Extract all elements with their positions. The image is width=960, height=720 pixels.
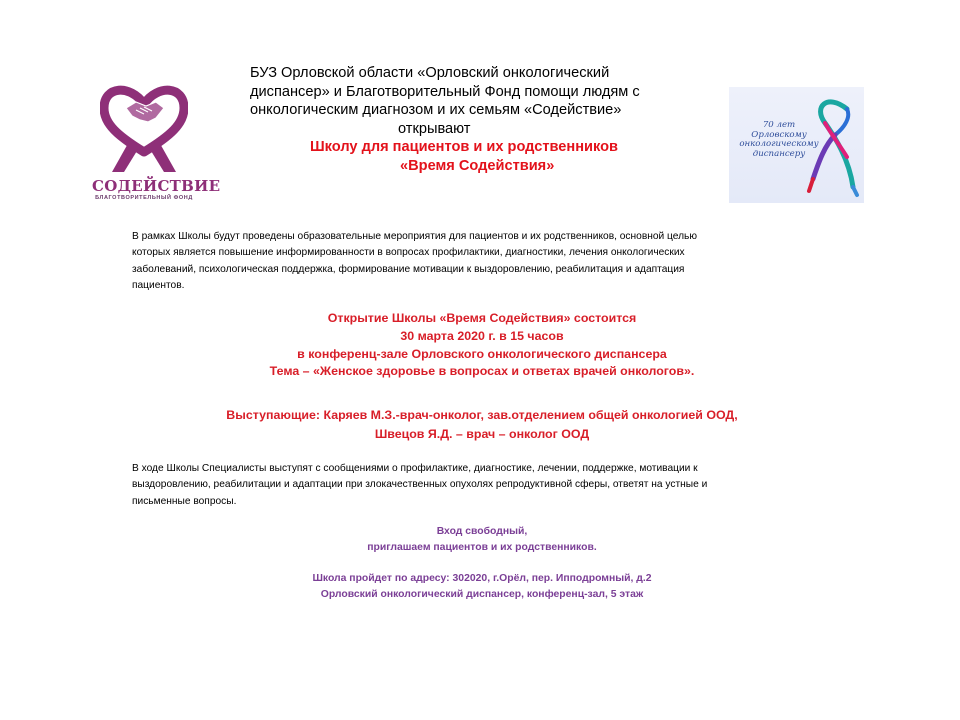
anniversary-caption: 70 лет Орловскому онкологическому диспансеру (739, 120, 819, 159)
school-title: Школу для пациентов и их родственников (310, 139, 619, 156)
details-paragraph: В ходе Школы Специалисты выступят с сообщениями о профилактике, диагностике, лечении, поддержке, мотивации к выздоровлению, реабилитации и адаптации при злокачественных опухолях репродуктивной сферы, ответят на устные и письменные вопросы. (132, 463, 708, 507)
speakers-block: Выступающие: Каряев М.З.-врач-онколог, зав.отделением общей онкологией ООД, Швецов Я.Д. – врач – онколог ООД (226, 408, 738, 441)
header-line: онкологическим диагнозом и их семьям «Содействие» (250, 102, 622, 119)
heart-ribbon-handshake-icon (100, 78, 188, 176)
opening-announcement: Открытие Школы «Время Содействия» состоится 30 марта 2020 г. в 15 часов в конференц-зале Орловского онкологического диспансера Тема – «Женское здоровье в вопросах и ответах врачей онкологов». (269, 311, 695, 379)
header-line: открывают (398, 120, 471, 137)
sodeystvie-logo (92, 78, 221, 206)
intro-paragraph: В рамках Школы будут проведены образовательные мероприятия для пациентов и их родственников, основной целью которых является повышение информированности в вопросах профилактики, диагностики, лечения онкологических заболеваний, психологическая поддержка, формирование мотивации к выздоровлению, реабилитация и адаптация пациентов. (132, 231, 697, 292)
anniversary-logo (729, 87, 864, 203)
header-block (250, 64, 700, 176)
school-name: «Время Содействия» (400, 157, 555, 174)
invitation-block: Вход свободный, приглашаем пациентов и их родственников. (367, 526, 597, 553)
logo-wordmark: СОДЕЙСТВИЕ (92, 177, 221, 195)
address-block: Школа пройдет по адресу: 302020, г.Орёл, пер. Ипподромный, д.2 Орловский онкологический диспансер, конференц-зал, 5 этаж (312, 573, 652, 600)
header-line: диспансер» и Благотворительный Фонд помощи людям с (250, 83, 640, 100)
header-line: БУЗ Орловской области «Орловский онкологический (250, 65, 610, 81)
logo-subtitle: БЛАГОТВОРИТЕЛЬНЫЙ ФОНД (95, 195, 193, 201)
